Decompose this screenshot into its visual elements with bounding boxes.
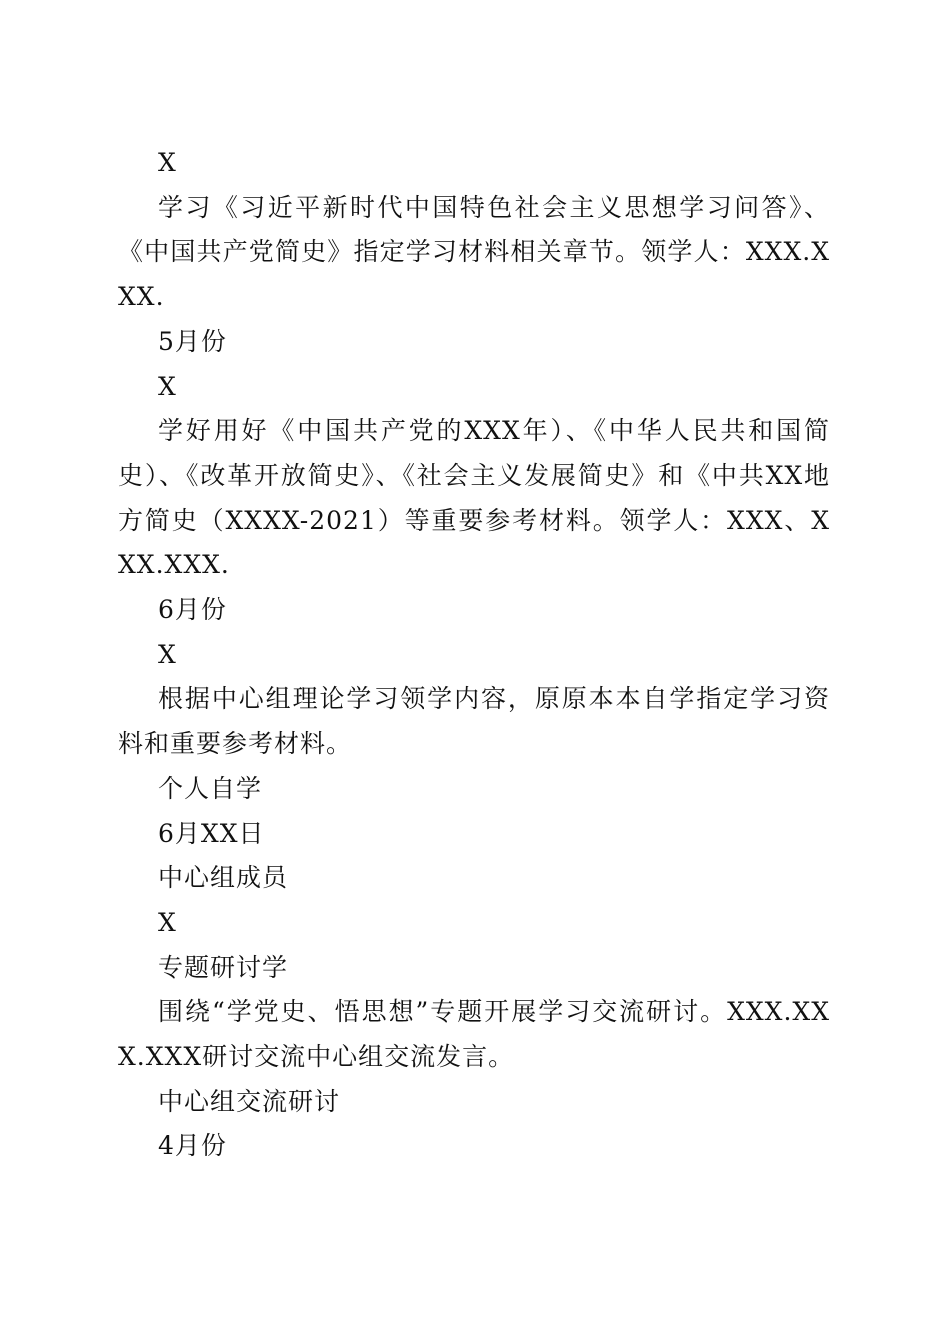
paragraph-self-study-content: 根据中心组理论学习领学内容，原原本本自学指定学习资料和重要参考材料。 <box>118 684 830 759</box>
paragraph-month: 6月份 <box>158 595 227 625</box>
paragraph-self-study-label: 个人自学 <box>158 773 263 803</box>
paragraph-date: 6月XX日 <box>158 818 265 848</box>
paragraph-marker: X <box>158 639 177 669</box>
paragraph-participants: 中心组成员 <box>158 863 289 893</box>
paragraph-month: 4月份 <box>158 1131 227 1161</box>
document-body <box>118 141 830 1169</box>
paragraph-discussion-label: 中心组交流研讨 <box>158 1086 341 1116</box>
paragraph-marker: X <box>158 148 177 177</box>
paragraph-topic-study: 专题研讨学 <box>158 952 289 982</box>
paragraph-month: 5月份 <box>158 326 227 356</box>
paragraph-marker: X <box>158 371 177 401</box>
paragraph-marker: X <box>158 907 177 937</box>
paragraph-reference-materials: 学好用好《中国共产党的XXX年）、《中华人民共和国简史）、《改革开放简史》、《社会主义发展简史》和《中共XX地方简史（XXXX-2021）等重要参考材料。领学人：XXX、XXX.XXX. <box>118 416 830 580</box>
paragraph-study-materials: 学习《习近平新时代中国特色社会主义思想学习问答》、《中国共产党简史》指定学习材料相关章节。领学人：XXX.XXX. <box>118 192 830 312</box>
paragraph-discussion-content: 围绕“学党史、悟思想”专题开展学习交流研讨。XXX.XXX.XXX研讨交流中心组交流发言。 <box>118 997 830 1072</box>
